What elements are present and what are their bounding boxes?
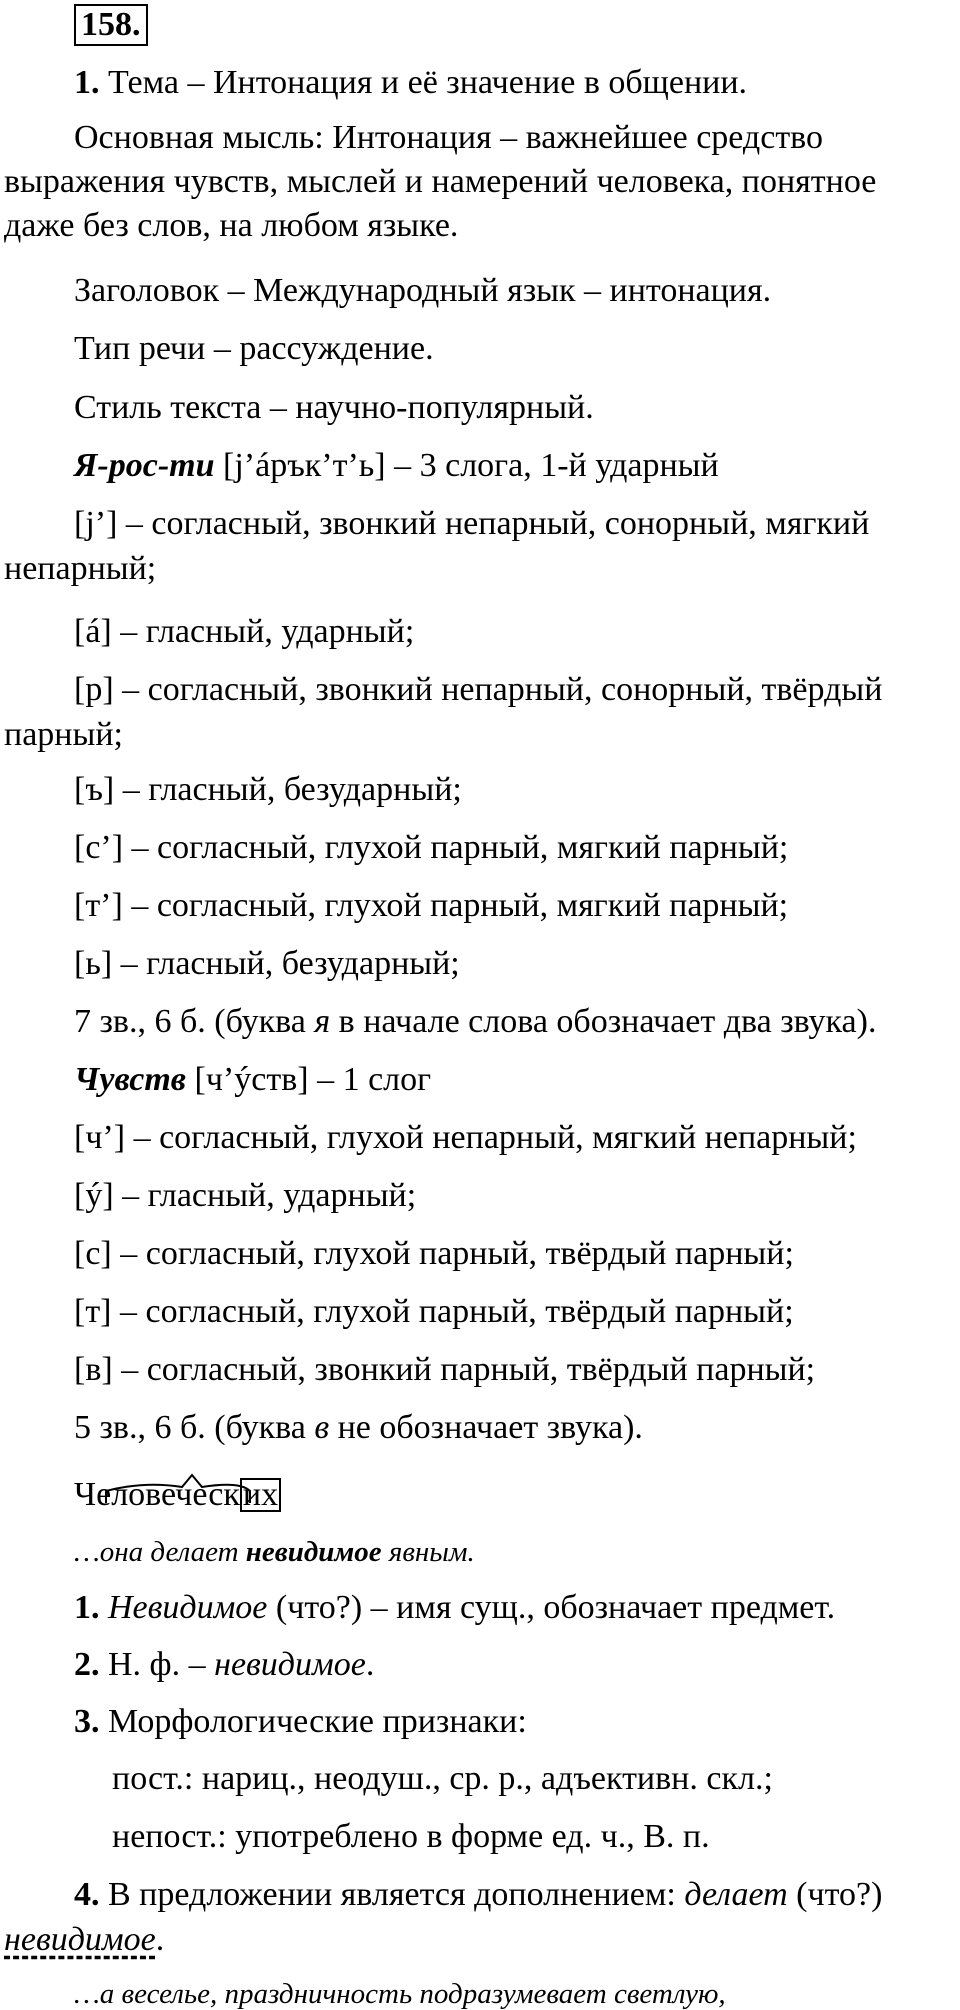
- style-line: Стиль текста – научно-популярный.: [74, 389, 594, 426]
- analysis-point-2: 2. Н. ф. – невидимое.: [74, 1646, 375, 1683]
- title-line: Заголовок – Международный язык – интонация.: [74, 272, 772, 309]
- speech-type-line: Тип речи – рассуждение.: [74, 330, 434, 367]
- analysis-point-3: 3. Морфологические признаки:: [74, 1703, 527, 1740]
- morpheme-word: Человеческих: [74, 1478, 281, 1512]
- main-idea-line-2: выражения чувств, мыслей и намерений человека, понятное: [4, 163, 877, 200]
- sound-line: непарный;: [4, 550, 157, 587]
- sound-line: парный;: [4, 716, 123, 753]
- nonconstant-features: непост.: употреблено в форме ед. ч., В. п.: [112, 1818, 710, 1855]
- sound-line: [j’] – согласный, звонкий непарный, сонорный, мягкий: [74, 505, 870, 542]
- main-idea-line-3: даже без слов, на любом языке.: [4, 207, 459, 244]
- word2-count: 5 зв., 6 б. (буква в не обозначает звука).: [74, 1409, 643, 1446]
- main-idea-line-1: Основная мысль: Интонация – важнейшее средство: [74, 119, 823, 156]
- theme-line: 1. Тема – Интонация и её значение в общении.: [74, 64, 748, 101]
- exercise-number: 158.: [74, 4, 148, 46]
- sound-line: [á] – гласный, ударный;: [74, 613, 415, 650]
- sound-line: [с] – согласный, глухой парный, твёрдый парный;: [74, 1235, 794, 1272]
- sound-line: [т] – согласный, глухой парный, твёрдый парный;: [74, 1293, 794, 1330]
- sound-line: [ч’] – согласный, глухой непарный, мягкий непарный;: [74, 1119, 857, 1156]
- quote-line: …она делает невидимое явным.: [74, 1536, 475, 1568]
- sound-line: [ъ] – гласный, безударный;: [74, 771, 462, 808]
- sound-line: [ь] – гласный, безударный;: [74, 945, 460, 982]
- word2-heading: Чувств [ч’ýств] – 1 слог: [74, 1061, 432, 1098]
- word1-count: 7 зв., 6 б. (буква я в начале слова обозначает два звука).: [74, 1003, 877, 1040]
- ending-box: их: [240, 1478, 281, 1512]
- analysis-point-4: 4. В предложении является дополнением: делает (что?): [74, 1876, 883, 1913]
- sound-line: [ý] – гласный, ударный;: [74, 1177, 417, 1214]
- sound-line: [в] – согласный, звонкий парный, твёрдый парный;: [74, 1351, 816, 1388]
- sound-line: [с’] – согласный, глухой парный, мягкий парный;: [74, 829, 789, 866]
- constant-features: пост.: нариц., неодуш., ср. р., адъективн. скл.;: [112, 1760, 773, 1797]
- analysis-point-1: 1. Невидимое (что?) – имя сущ., обозначает предмет.: [74, 1589, 836, 1626]
- sound-line: [т’] – согласный, глухой парный, мягкий парный;: [74, 887, 789, 924]
- quote-line: …а веселье, праздничность подразумевает светлую,: [74, 1978, 726, 2010]
- object-word-line: невидимое.: [4, 1921, 165, 1958]
- word1-heading: Я-рос-ти [j’áрък’т’ь] – 3 слога, 1-й ударный: [74, 447, 719, 484]
- sound-line: [р] – согласный, звонкий непарный, сонорный, твёрдый: [74, 671, 883, 708]
